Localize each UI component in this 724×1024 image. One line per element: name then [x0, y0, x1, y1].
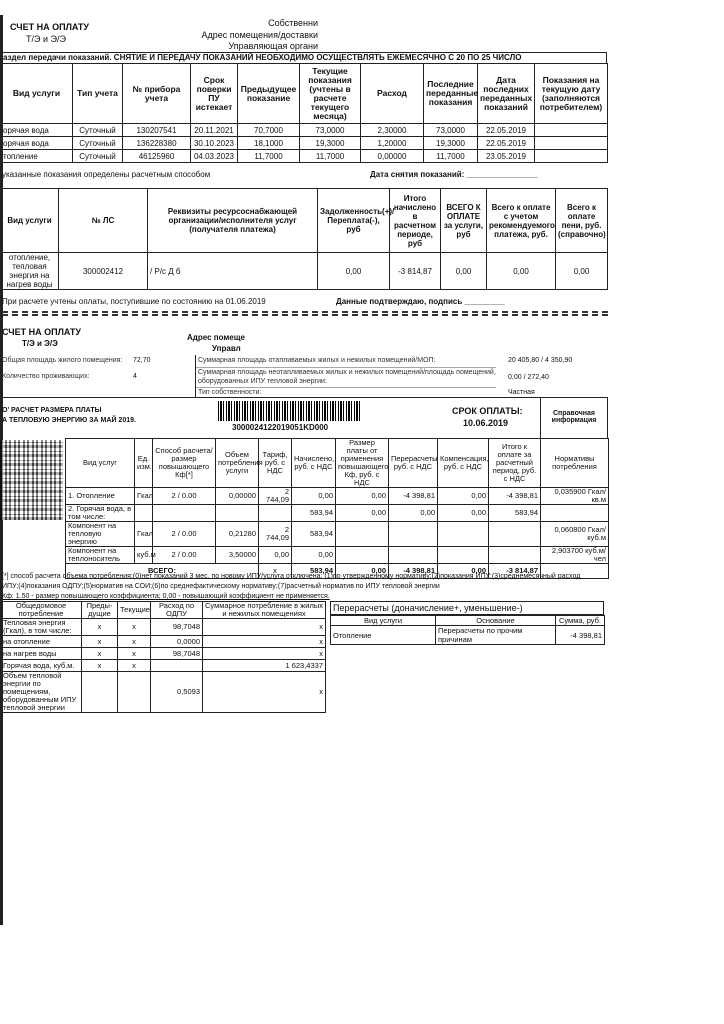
- table-cell: 1. Отопление: [66, 488, 135, 505]
- table-cell: x: [203, 619, 326, 636]
- total-compensation: 0,00: [438, 564, 489, 579]
- table-cell: 11,7000: [424, 150, 478, 163]
- header-row: [1, 189, 608, 253]
- payment-table: [0, 188, 608, 290]
- calc-row: [66, 488, 609, 505]
- payments-note: При расчете учтены оплаты, поступившие по состоянию на 01.06.2019: [2, 297, 266, 306]
- total-charged: 583,94: [292, 564, 336, 579]
- column-header: ВСЕГО К ОПЛАТЕ за услуги, руб: [441, 189, 487, 253]
- table-cell: [151, 660, 203, 672]
- table-cell: [135, 505, 153, 522]
- table-cell: на отопление: [1, 636, 82, 648]
- table-cell: 136228380: [123, 137, 191, 150]
- unheated-area-label-1: Суммарная площадь неотапливаемых жилых и нежилых помещений/площадь помещений,: [198, 369, 496, 376]
- table-cell: x: [118, 636, 151, 648]
- column-header: Текущие: [118, 602, 151, 619]
- table-cell: [541, 505, 609, 522]
- total-label: ВСЕГО:: [66, 564, 259, 579]
- meters-note: указанные показания определены расчетным способом: [2, 170, 211, 179]
- invoice-title: СЧЕТ НА ОПЛАТУ: [2, 327, 82, 337]
- common-row: [1, 619, 326, 636]
- table-cell: 0,21280: [216, 522, 259, 547]
- calc-row: [66, 505, 609, 522]
- table-cell: 46125960: [123, 150, 191, 163]
- column-header: Вид услуги: [1, 189, 59, 253]
- table-cell: 20.11.2021: [191, 124, 238, 137]
- table-cell: Гкал: [135, 522, 153, 547]
- table-cell: [438, 522, 489, 547]
- invoice-subtitle: Т/Э и Э/Э: [22, 339, 58, 348]
- table-cell: 73,0000: [424, 124, 478, 137]
- calc-row: [66, 522, 609, 547]
- calc-title-2: А ТЕПЛОВУЮ ЭНЕРГИЮ ЗА МАЙ 2019.: [2, 417, 136, 424]
- bill-title: СЧЕТ НА ОПЛАТУ: [10, 22, 90, 32]
- table-cell: x: [82, 636, 118, 648]
- ownership-label: Тип собственности:: [198, 389, 262, 396]
- table-cell: 1 623,4337: [203, 660, 326, 672]
- table-cell: 2 744,09: [259, 522, 292, 547]
- table-cell: 3,50000: [216, 547, 259, 564]
- column-header: Всего к оплате с учетом рекомендуемого платежа, руб.: [487, 189, 556, 253]
- common-row: [1, 672, 326, 713]
- invoice-management-label: Управл: [212, 344, 241, 353]
- table-cell: 11,7000: [238, 150, 300, 163]
- heated-area-value: 20 405,80 / 4 350,90: [508, 357, 573, 364]
- table-cell: Тепловая энергия (Гкал), в том числе:: [1, 619, 82, 636]
- table-cell: -4 398,81: [556, 626, 605, 645]
- column-header: Начислено, руб. с НДС: [292, 439, 336, 488]
- table-cell: 70,7000: [238, 124, 300, 137]
- column-header: Вид услуги: [1, 64, 73, 124]
- reading-date-field[interactable]: Дата снятия показаний: ________________: [370, 170, 538, 179]
- common-row: [1, 648, 326, 660]
- table-cell: [336, 547, 389, 564]
- column-header: Тип учета: [73, 64, 123, 124]
- calc-row: [66, 547, 609, 564]
- column-header: Вид услуг: [66, 439, 135, 488]
- table-cell: Объем тепловой энергии по помещениям, оборудованным ИПУ тепловой энергии: [1, 672, 82, 713]
- due-date: 10.06.2019: [463, 418, 509, 428]
- table-cell: 2 744,09: [259, 488, 292, 505]
- column-header: Дата последних переданных показаний: [478, 64, 535, 124]
- table-cell: [389, 522, 438, 547]
- table-cell: 18,1000: [238, 137, 300, 150]
- table-cell: 22.05.2019: [478, 124, 535, 137]
- signature-field[interactable]: Данные подтверждаю, подпись _________: [336, 297, 505, 306]
- area-value: 72,70: [133, 357, 151, 364]
- divider: [0, 397, 608, 398]
- table-cell: отопление, тепловая энергия на нагрев воды: [1, 253, 59, 290]
- table-cell: 0,00: [556, 253, 608, 290]
- table-cell: [489, 522, 541, 547]
- column-header: Сумма, руб.: [556, 616, 605, 626]
- recalc-table: [330, 615, 605, 645]
- column-header: Компенсация, руб. с НДС: [438, 439, 489, 488]
- table-cell: Компонент на тепловую энергию: [66, 522, 135, 547]
- table-cell: [153, 505, 216, 522]
- table-cell: Гкал: [135, 488, 153, 505]
- barcode: [218, 401, 360, 421]
- payment-row: [1, 253, 608, 290]
- meter-row: [1, 150, 608, 163]
- column-header: Нормативы потребления: [541, 439, 609, 488]
- ownership-value: Частная: [508, 389, 535, 396]
- recalc-row: [331, 626, 605, 645]
- divider: [196, 367, 496, 368]
- table-cell: 2 / 0.00: [153, 488, 216, 505]
- column-header: Итого к оплате за расчетный период, руб. с НДС: [489, 439, 541, 488]
- column-header: № ЛС: [59, 189, 148, 253]
- total-tariff: x: [259, 564, 292, 579]
- table-cell: x: [82, 619, 118, 636]
- table-cell: 0,00: [438, 505, 489, 522]
- table-cell: [389, 547, 438, 564]
- table-cell: 583,94: [489, 505, 541, 522]
- table-cell: 583,94: [292, 505, 336, 522]
- column-header: Тариф, руб. с НДС: [259, 439, 292, 488]
- column-header: Объем потребления услуги: [216, 439, 259, 488]
- table-cell: 04.03.2023: [191, 150, 238, 163]
- barcode-number: 3000024122019051KD000: [232, 423, 329, 432]
- table-cell: 583,94: [292, 522, 336, 547]
- meter-row: [1, 124, 608, 137]
- column-header: Преды- дущие: [82, 602, 118, 619]
- table-cell: 0,060800 Гкал/куб.м: [541, 522, 609, 547]
- total-to-pay: -3 814,87: [489, 564, 541, 579]
- table-cell: 130207541: [123, 124, 191, 137]
- table-cell: 0,00: [487, 253, 556, 290]
- address-label: Адрес помещения/доставки: [201, 30, 318, 40]
- column-header: № прибора учета: [123, 64, 191, 124]
- table-cell: x: [118, 648, 151, 660]
- column-header: Предыдущее показание: [238, 64, 300, 124]
- column-header: Расход по ОДПУ: [151, 602, 203, 619]
- column-header: Размер платы от применения повышающего Кф, руб. с НДС: [336, 439, 389, 488]
- table-cell: 30.10.2023: [191, 137, 238, 150]
- divider: [195, 355, 196, 397]
- table-cell: 19,3000: [424, 137, 478, 150]
- common-row: [1, 660, 326, 672]
- heated-area-label: Суммарная площадь отапливаемых жилых и нежилых помещений/МОП:: [198, 357, 436, 364]
- table-cell: 0,00: [336, 488, 389, 505]
- table-cell: -4 398,81: [489, 488, 541, 505]
- table-cell: x: [82, 648, 118, 660]
- table-cell: [82, 672, 118, 713]
- residents-label: Количество проживающих:: [2, 373, 90, 380]
- table-cell[interactable]: [535, 124, 608, 137]
- column-header: Основание: [436, 616, 556, 626]
- table-cell: x: [118, 619, 151, 636]
- common-consumption-table: [0, 601, 326, 713]
- table-cell: 0,00: [292, 547, 336, 564]
- table-cell: 300002412: [59, 253, 148, 290]
- table-cell: 11,7000: [300, 150, 361, 163]
- column-header: Вид услуги: [331, 616, 436, 626]
- table-cell: [438, 547, 489, 564]
- table-cell: [118, 672, 151, 713]
- unheated-area-value: 0,00 / 272,40: [508, 374, 549, 381]
- table-cell: 22.05.2019: [478, 137, 535, 150]
- owner-label: Собственни: [268, 18, 318, 28]
- table-cell: орячая вода: [1, 124, 73, 137]
- calc-title-1: О' РАСЧЕТ РАЗМЕРА ПЛАТЫ: [2, 407, 102, 414]
- table-cell: Отопление: [331, 626, 436, 645]
- table-cell: 2,30000: [361, 124, 424, 137]
- bill-subtitle: Т/Э и Э/Э: [26, 34, 66, 44]
- table-cell[interactable]: [535, 150, 608, 163]
- table-cell: 2 / 0.00: [153, 522, 216, 547]
- column-header: Задолженность(+)/ Переплата(-), руб: [318, 189, 390, 253]
- table-cell: куб.м: [135, 547, 153, 564]
- table-cell: x: [203, 648, 326, 660]
- column-header: Реквизиты ресурсоснабжающей организации/исполнителя услуг (получателя платежа): [148, 189, 318, 253]
- cut-line: [2, 311, 608, 316]
- recalc-title: Перерасчеты (доначисление+, уменьшение-): [330, 601, 604, 615]
- column-header: Итого начислено в расчетном периоде, руб: [390, 189, 441, 253]
- table-cell: 0,00000: [216, 488, 259, 505]
- column-header: Всего к оплате пени, руб. (справочно): [556, 189, 608, 253]
- invoice-address-label: Адрес помеще: [187, 333, 245, 342]
- table-cell: [216, 505, 259, 522]
- divider: [196, 387, 496, 388]
- column-header: Общедомовое потребление: [1, 602, 82, 619]
- table-cell: 0,00: [389, 505, 438, 522]
- table-cell: [336, 522, 389, 547]
- table-cell: Суточный: [73, 150, 123, 163]
- header-row: [1, 602, 326, 619]
- calc-table: [65, 438, 609, 579]
- table-cell: 0,00: [438, 488, 489, 505]
- total-recalc: -4 398,81: [389, 564, 438, 579]
- table-cell: 0,00: [336, 505, 389, 522]
- column-header: Суммарное потребление в жилых и нежилых помещениях: [203, 602, 326, 619]
- footnote-2: ИПУ;(4)показания ОДПУ;(5)норматив на СОИ;(6)по среднефактическому нормативу;(7)расчетный норматив по ИПУ тепловой энергии: [2, 583, 440, 590]
- table-cell: / Р/с Д б: [148, 253, 318, 290]
- table-cell: 2,903700 куб.м/чел: [541, 547, 609, 564]
- unheated-area-label-2: оборудованных ИПУ тепловой энергии:: [198, 378, 327, 385]
- table-cell: 0,00: [318, 253, 390, 290]
- table-cell: x: [118, 660, 151, 672]
- column-header: Расход: [361, 64, 424, 124]
- column-header: Срок поверки ПУ истекает: [191, 64, 238, 124]
- due-label: СРОК ОПЛАТЫ:: [452, 406, 523, 416]
- area-label: Общая площадь жилого помещения:: [2, 357, 123, 364]
- table-cell: 2. Горячая вода, в том числе:: [66, 505, 135, 522]
- table-cell: x: [203, 636, 326, 648]
- table-cell: -3 814,87: [390, 253, 441, 290]
- table-cell: 0,5093: [151, 672, 203, 713]
- column-header: Последние переданные показания: [424, 64, 478, 124]
- reference-label: Справочная информация: [551, 410, 597, 424]
- total-coef: 0,00: [336, 564, 389, 579]
- table-cell: Суточный: [73, 137, 123, 150]
- divider: [540, 397, 541, 438]
- meters-title: аздел передачи показаний. СНЯТИЕ И ПЕРЕДАЧУ ПОКАЗАНИЙ НЕОБХОДИМО ОСУЩЕСТВЛЯТЬ ЕЖЕМЕСЯЧНО С 20 ПО 25 ЧИСЛО: [2, 52, 607, 64]
- column-header: Текущие показания (учтены в расчете текущего месяца): [300, 64, 361, 124]
- footnote-1: [*] способ расчета объема потребления:(0)нет показаний 3 мес. по новому ИПУ/услуга отключена; (1)по утвержденному нормативу;(2)показания ИПУ;(3)среднемесячный расход: [2, 573, 581, 580]
- meter-row: [1, 137, 608, 150]
- table-cell: 0,0000: [151, 636, 203, 648]
- table-cell: 23.05.2019: [478, 150, 535, 163]
- table-cell: 98,7048: [151, 619, 203, 636]
- table-cell: орячая вода: [1, 137, 73, 150]
- common-row: [1, 636, 326, 648]
- column-header: Перерасчеты руб. с НДС: [389, 439, 438, 488]
- divider: [607, 397, 608, 438]
- table-cell: 98,7048: [151, 648, 203, 660]
- table-cell: x: [203, 672, 326, 713]
- table-cell: 0,00: [441, 253, 487, 290]
- table-cell: 0,00000: [361, 150, 424, 163]
- table-cell: на нагрев воды: [1, 648, 82, 660]
- table-cell: Перерасчеты по прочим причинам: [436, 626, 556, 645]
- table-cell: 0,00: [292, 488, 336, 505]
- header-row: [1, 64, 608, 124]
- table-cell: -4 398,81: [389, 488, 438, 505]
- column-header: Показания на текущую дату (заполняются потребителем): [535, 64, 608, 124]
- footnote-3: Кф: 1.50 - размер повышающего коэффициента; 0,00 - повышающий коэффициент не применяется.: [2, 593, 330, 600]
- table-cell: Горячая вода, куб.м.: [1, 660, 82, 672]
- column-header: Ед. изм.: [135, 439, 153, 488]
- residents-value: 4: [133, 373, 137, 380]
- table-cell: 0,00: [259, 547, 292, 564]
- table-cell: 19,3000: [300, 137, 361, 150]
- management-label: Управляющая органи: [228, 41, 318, 51]
- qr-code-pattern: [0, 440, 63, 520]
- table-cell: 1,20000: [361, 137, 424, 150]
- table-cell: 2 / 0.00: [153, 547, 216, 564]
- table-cell: x: [82, 660, 118, 672]
- meters-table: [0, 63, 608, 163]
- column-header: Способ расчета/ размер повышающего Кф[*]: [153, 439, 216, 488]
- table-cell[interactable]: [535, 137, 608, 150]
- table-cell: Компонент на теплоноситель: [66, 547, 135, 564]
- header-row: [331, 616, 605, 626]
- table-cell: Суточный: [73, 124, 123, 137]
- table-cell: 0,035900 Гкал/кв.м: [541, 488, 609, 505]
- table-cell: [259, 505, 292, 522]
- table-cell: топление: [1, 150, 73, 163]
- header-row: [66, 439, 609, 488]
- table-cell: [489, 547, 541, 564]
- table-cell: 73,0000: [300, 124, 361, 137]
